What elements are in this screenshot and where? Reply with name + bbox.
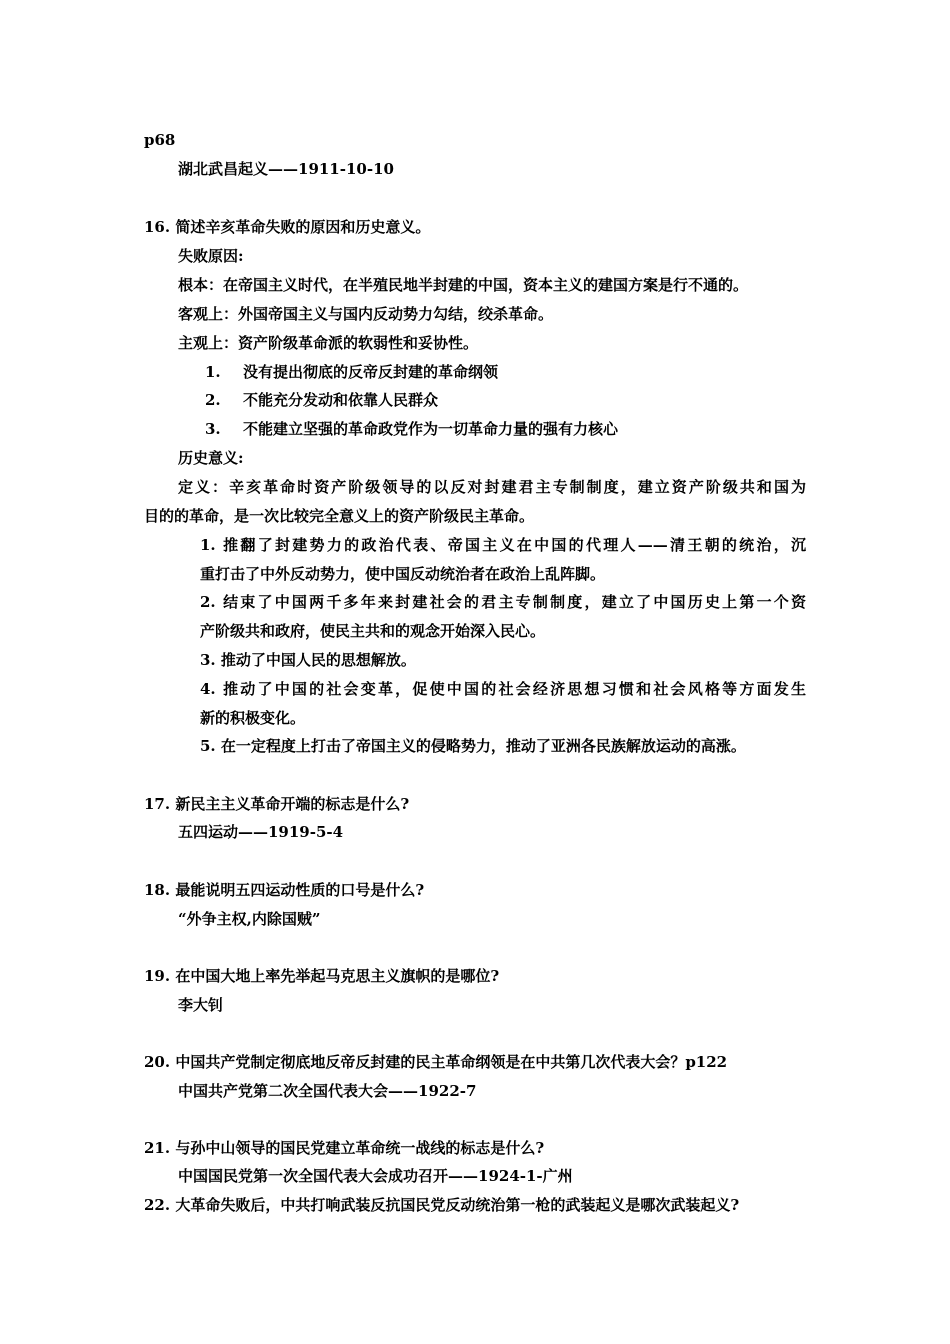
q18-answer: “外争主权,内除国贼” — [178, 910, 321, 928]
page-reference: p68 — [144, 131, 176, 149]
q16-significance-point-4-cont: 新的积极变化。 — [200, 709, 306, 727]
q16-definition-line1: 定义：辛亥革命时资产阶级领导的以反对封建君主专制制度，建立资产阶级共和国为 — [178, 478, 806, 496]
point-text: 没有提出彻底的反帝反封建的革命纲领 — [243, 363, 499, 381]
q16-significance-point-2-cont: 产阶级共和政府，使民主共和的观念开始深入民心。 — [200, 622, 546, 640]
point-number: 2. — [205, 391, 221, 409]
q16-subjective-cause: 主观上：资产阶级革命派的软弱性和妥协性。 — [178, 334, 479, 352]
q16-significance-point-3: 3. 推动了中国人民的思想解放。 — [200, 651, 416, 669]
q16-significance-point-1-cont: 重打击了中外反动势力，使中国反动统治者在政治上乱阵脚。 — [200, 565, 606, 583]
q21-answer: 中国国民党第一次全国代表大会成功召开——1924-1-广州 — [178, 1167, 573, 1185]
point-number: 1. — [205, 363, 221, 381]
point-text: 不能充分发动和依靠人民群众 — [243, 391, 439, 409]
q17-answer: 五四运动——1919-5-4 — [178, 823, 344, 841]
q18-question: 18. 最能说明五四运动性质的口号是什么? — [144, 881, 425, 899]
q20-answer: 中国共产党第二次全国代表大会——1922-7 — [178, 1082, 477, 1100]
q20-question: 20. 中国共产党制定彻底地反帝反封建的民主革命纲领是在中共第几次代表大会？p122 — [144, 1053, 728, 1071]
q16-failure-heading: 失败原因: — [178, 247, 244, 265]
q16-objective-cause: 客观上：外国帝国主义与国内反动势力勾结，绞杀革命。 — [178, 305, 554, 323]
q16-significance-heading: 历史意义: — [178, 449, 244, 467]
q16-significance-point-5: 5. 在一定程度上打击了帝国主义的侵略势力，推动了亚洲各民族解放运动的高涨。 — [200, 737, 746, 755]
q19-question: 19. 在中国大地上率先举起马克思主义旗帜的是哪位? — [144, 967, 500, 985]
q16-significance-point-4: 4. 推动了中国的社会变革，促使中国的社会经济思想习惯和社会风格等方面发生 — [200, 680, 806, 698]
q16-definition-line2: 目的的革命，是一次比较完全意义上的资产阶级民主革命。 — [144, 507, 535, 525]
point-text: 不能建立坚强的革命政党作为一切革命力量的强有力核心 — [243, 420, 619, 438]
q16-question: 16. 简述辛亥革命失败的原因和历史意义。 — [144, 218, 431, 236]
q16-root-cause: 根本：在帝国主义时代，在半殖民地半封建的中国，资本主义的建国方案是行不通的。 — [178, 276, 749, 294]
q16-significance-point-2: 2. 结束了中国两千多年来封建社会的君主专制制度，建立了中国历史上第一个资 — [200, 593, 806, 611]
q22-question: 22. 大革命失败后，中共打响武装反抗国民党反动统治第一枪的武装起义是哪次武装起义? — [144, 1196, 740, 1214]
point-number: 3. — [205, 420, 221, 438]
q21-question: 21. 与孙中山领导的国民党建立革命统一战线的标志是什么? — [144, 1139, 545, 1157]
q19-answer: 李大钊 — [178, 996, 224, 1014]
q17-question: 17. 新民主主义革命开端的标志是什么? — [144, 795, 410, 813]
q15-answer: 湖北武昌起义——1911-10-10 — [178, 160, 394, 178]
q16-subjective-point — [205, 362, 498, 382]
q16-subjective-point — [205, 419, 618, 439]
q16-significance-point-1: 1. 推翻了封建势力的政治代表、帝国主义在中国的代理人——清王朝的统治，沉 — [200, 536, 806, 554]
q16-subjective-point — [205, 390, 438, 410]
